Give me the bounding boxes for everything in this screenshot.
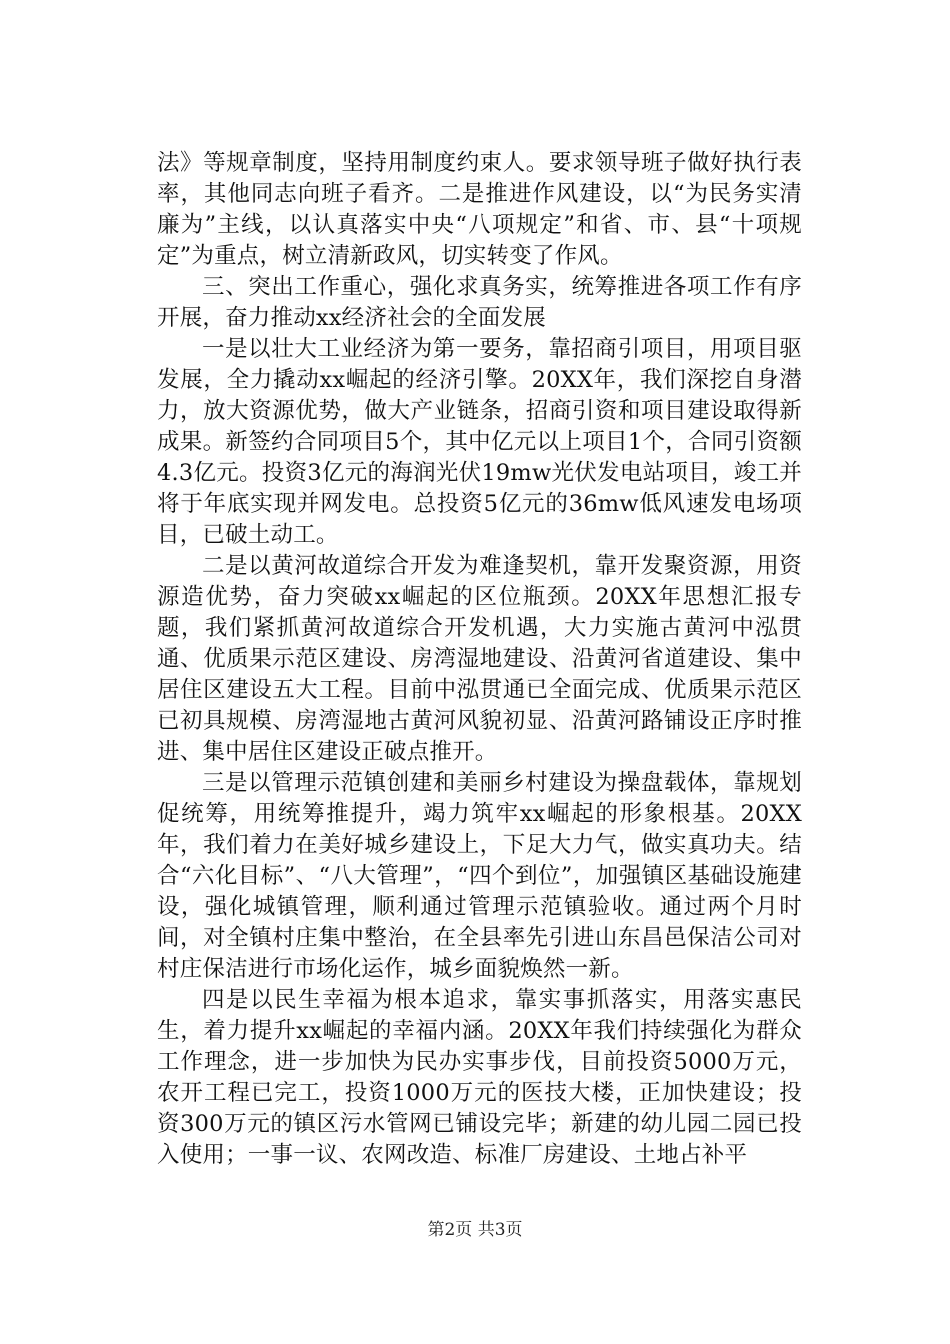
- page-footer: 第2页 共3页: [427, 1220, 523, 1240]
- paragraph-continuation: 法》等规章制度，坚持用制度约束人。要求领导班子做好执行表率，其他同志向班子看齐。二是推进作风建设，以“为民务实清廉为”主线，以认真落实中央“八项规定”和省、市、县“十项规定”为重点，树立清新政风，切实转变了作风。: [157, 150, 802, 269]
- paragraph-demonstration-town: 三是以管理示范镇创建和美丽乡村建设为操盘载体，靠规划促统筹，用统筹推提升，竭力筑牢xx崛起的形象根基。20XX年，我们着力在美好城乡建设上，下足大力气，做实真功夫。结合“六化目标”、“八大管理”，“四个到位”，加强镇区基础设施建设，强化城镇管理，顺利通过管理示范镇验收。通过两个月时间，对全镇村庄集中整治，在全县率先引进山东昌邑保洁公司对村庄保洁进行市场化运作，城乡面貌焕然一新。: [157, 770, 802, 982]
- paragraph-yellow-river: 二是以黄河故道综合开发为难逢契机，靠开发聚资源，用资源造优势，奋力突破xx崛起的区位瓶颈。20XX年思想汇报专题，我们紧抓黄河故道综合开发机遇，大力实施古黄河中泓贯通、优质果示范区建设、房湾湿地建设、沿黄河省道建设、集中居住区建设五大工程。目前中泓贯通已全面完成、优质果示范区已初具规模、房湾湿地古黄河风貌初显、沿黄河路铺设正序时推进、集中居住区建设正破点推开。: [157, 553, 802, 765]
- paragraph-livelihood: 四是以民生幸福为根本追求，靠实事抓落实，用落实惠民生，着力提升xx崛起的幸福内涵。20XX年我们持续强化为群众工作理念，进一步加快为民办实事步伐，目前投资5000万元，农开工程已完工，投资1000万元的医技大楼，正加快建设；投资300万元的镇区污水管网已铺设完毕；新建的幼儿园二园已投入使用；一事一议、农网改造、标准厂房建设、土地占补平: [157, 987, 802, 1168]
- paragraph-industry: 一是以壮大工业经济为第一要务，靠招商引项目，用项目驱发展，全力撬动xx崛起的经济引擎。20XX年，我们深挖自身潜力，放大资源优势，做大产业链条，招商引资和项目建设取得新成果。新签约合同项目5个，其中亿元以上项目1个，合同引资额4.3亿元。投资3亿元的海润光伏19mw光伏发电站项目，竣工并将于年底实现并网发电。总投资5亿元的36mw低风速发电场项目，已破土动工。: [157, 336, 802, 548]
- document-body: [157, 148, 802, 1171]
- section-heading-3: 三、突出工作重心，强化求真务实，统筹推进各项工作有序开展，奋力推动xx经济社会的全面发展: [157, 274, 802, 331]
